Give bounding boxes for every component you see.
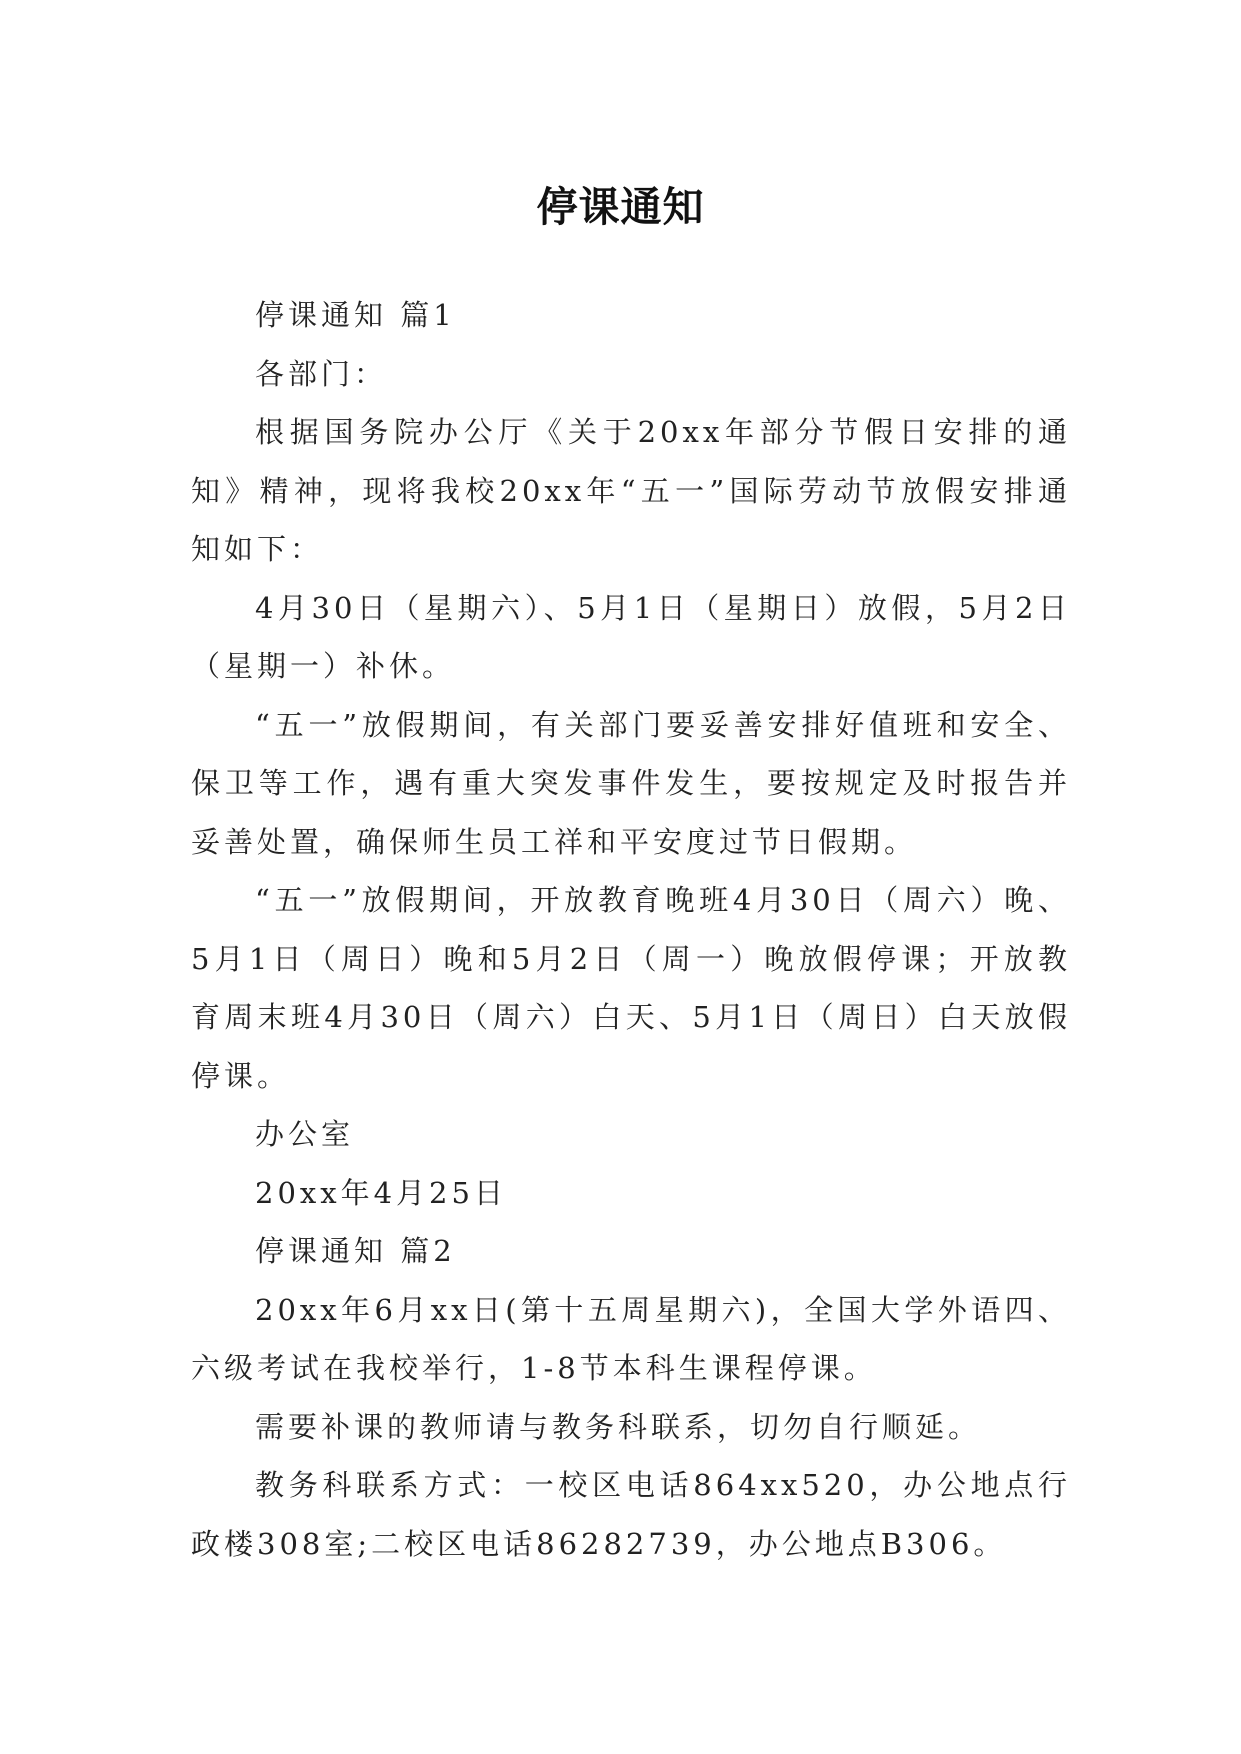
body-paragraph: 4月30日（星期六）、5月1日（星期日）放假，5月2日（星期一）补休。 [191,590,1071,683]
body-paragraph: 需要补课的教师请与教务科联系，切勿自行顺延。 [255,1409,982,1444]
salutation: 各部门： [255,356,388,391]
signature-office: 办公室 [255,1117,355,1151]
section-heading-1: 停课通知 篇1 [255,298,456,332]
contact-paragraph: 教务科联系方式：一校区电话864xx520，办公地点行政楼308室;二校区电话86282739，办公地点B306。 [191,1468,1071,1561]
body-paragraph: 20xx年6月xx日(第十五周星期六)，全国大学外语四、六级考试在我校举行，1-8节本科生课程停课。 [191,1292,1071,1385]
section-heading-2: 停课通知 篇2 [255,1234,456,1268]
body-paragraph: “五一”放假期间，有关部门要妥善安排好值班和安全、保卫等工作，遇有重大突发事件发生，要按规定及时报告并妥善处置，确保师生员工祥和平安度过节日假期。 [191,707,1071,859]
signature-date: 20xx年4月25日 [255,1175,507,1210]
document-body [191,286,1071,1573]
body-paragraph: “五一”放假期间，开放教育晚班4月30日（周六）晚、5月1日（周日）晚和5月2日（周一）晚放假停课；开放教育周末班4月30日（周六）白天、5月1日（周日）白天放假停课。 [191,883,1071,1093]
document-title: 停课通知 [536,183,705,232]
body-paragraph: 根据国务院办公厅《关于20xx年部分节假日安排的通知》精神，现将我校20xx年“五一”国际劳动节放假安排通知如下： [191,415,1071,566]
